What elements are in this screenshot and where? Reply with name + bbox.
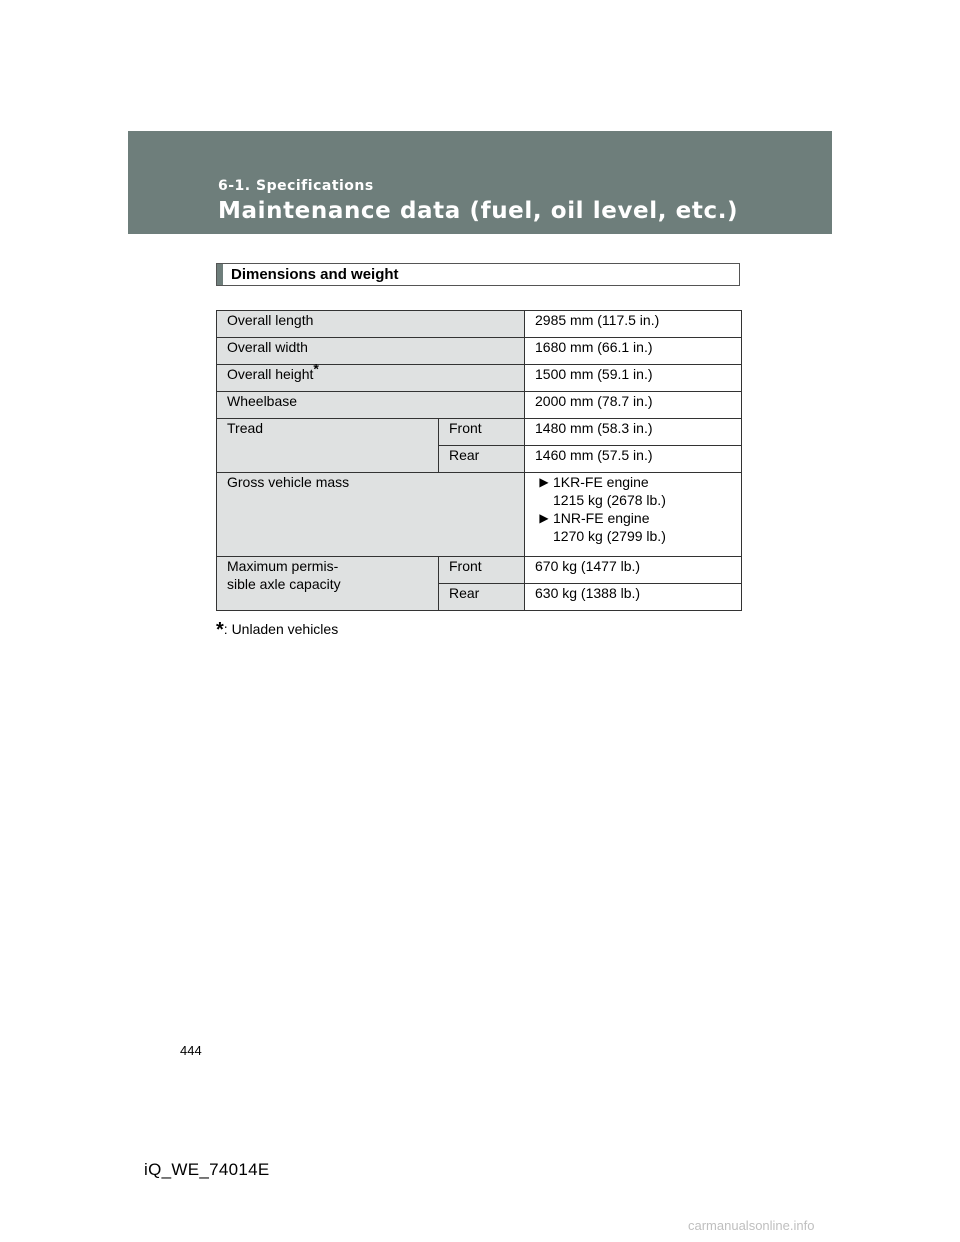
list-item (535, 473, 731, 509)
overall-width-value: 1680 mm (66.1 in.) (525, 338, 742, 365)
wheelbase-label: Wheelbase (217, 392, 525, 419)
table-row (217, 365, 742, 392)
engine-mass: 1215 kg (2678 lb.) (553, 492, 666, 508)
triangle-bullet-icon: ▶ (539, 511, 549, 525)
axle-rear-value: 630 kg (1388 lb.) (525, 584, 742, 611)
engine-name: 1KR-FE engine (553, 474, 649, 490)
header-band (128, 131, 832, 234)
footnote (216, 619, 338, 642)
page-title: Maintenance data (fuel, oil level, etc.) (218, 198, 739, 224)
overall-width-label: Overall width (217, 338, 525, 365)
page-number: 444 (180, 1043, 202, 1058)
table-row (217, 419, 742, 446)
table-row (217, 392, 742, 419)
axle-front-value: 670 kg (1477 lb.) (525, 557, 742, 584)
gross-vehicle-mass-label: Gross vehicle mass (217, 473, 525, 557)
subsection-title: Dimensions and weight (231, 266, 399, 283)
dimensions-table (216, 310, 742, 611)
section-label: 6-1. Specifications (218, 178, 374, 194)
subsection-heading (216, 263, 740, 286)
document-id: iQ_WE_74014E (144, 1160, 270, 1179)
overall-length-value: 2985 mm (117.5 in.) (525, 311, 742, 338)
tread-label: Tread (217, 419, 439, 473)
engine-mass: 1270 kg (2799 lb.) (553, 528, 666, 544)
tread-rear-label: Rear (439, 446, 525, 473)
footnote-star: * (216, 619, 224, 641)
subsection-bar (217, 264, 223, 285)
axle-capacity-label-line1: Maximum permis- (227, 558, 339, 574)
axle-front-label: Front (439, 557, 525, 584)
table-row (217, 473, 742, 557)
axle-rear-label: Rear (439, 584, 525, 611)
watermark: carmanualsonline.info (688, 1218, 815, 1233)
footnote-text: : Unladen vehicles (223, 621, 339, 637)
overall-length-label: Overall length (217, 311, 525, 338)
overall-height-value: 1500 mm (59.1 in.) (525, 365, 742, 392)
footnote-marker: * (313, 360, 319, 377)
axle-capacity-label (217, 557, 439, 611)
table-row (217, 338, 742, 365)
table-row (217, 557, 742, 584)
gross-vehicle-mass-value (525, 473, 742, 557)
table-row (217, 311, 742, 338)
triangle-bullet-icon: ▶ (539, 475, 549, 489)
engine-name: 1NR-FE engine (553, 510, 650, 526)
wheelbase-value: 2000 mm (78.7 in.) (525, 392, 742, 419)
tread-front-label: Front (439, 419, 525, 446)
tread-front-value: 1480 mm (58.3 in.) (525, 419, 742, 446)
overall-height-label: Overall height (227, 366, 314, 382)
axle-capacity-label-line2: sible axle capacity (227, 576, 341, 592)
tread-rear-value: 1460 mm (57.5 in.) (525, 446, 742, 473)
list-item (535, 509, 731, 545)
overall-height-cell (217, 360, 525, 392)
